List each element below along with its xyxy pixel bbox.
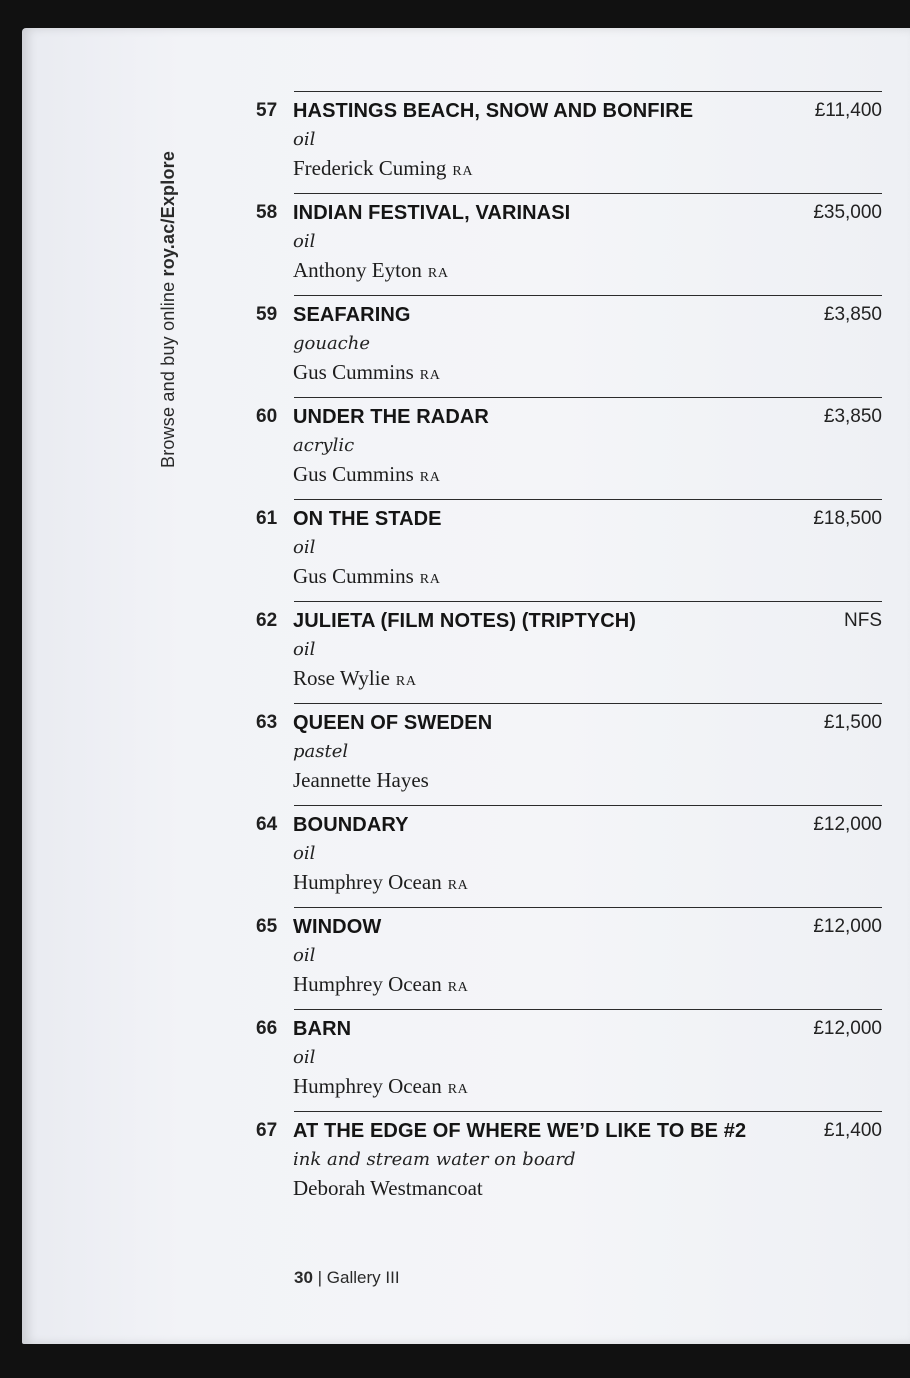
entry-divider [294, 703, 882, 704]
entry-divider [294, 193, 882, 194]
artist-suffix: RA [419, 470, 441, 485]
artist-name: Gus Cummins [293, 564, 414, 588]
entry-divider [294, 805, 882, 806]
artist-suffix: RA [452, 164, 474, 179]
artist-suffix: RA [447, 1082, 469, 1097]
entry-divider [294, 1009, 882, 1010]
catalogue-entry [256, 91, 882, 193]
artist-name: Rose Wylie [293, 666, 390, 690]
catalogue-entry [256, 703, 882, 805]
entry-artist [293, 156, 473, 181]
entry-artist [293, 972, 468, 997]
artist-suffix: RA [395, 674, 417, 689]
catalogue-entry [256, 907, 882, 1009]
entry-divider [294, 91, 882, 92]
explore-link[interactable]: roy.ac/Explore [158, 150, 178, 277]
entry-artist [293, 462, 440, 487]
entry-medium: oil [293, 129, 316, 150]
artist-suffix: RA [419, 572, 441, 587]
entry-artist [293, 1176, 489, 1201]
entry-price: NFS [844, 610, 882, 631]
entry-price: £11,400 [814, 100, 882, 121]
entry-number: 67 [256, 1120, 278, 1141]
catalogue-entry [256, 805, 882, 907]
entry-price: £1,500 [823, 712, 882, 733]
artist-suffix: RA [447, 980, 469, 995]
entry-number: 59 [256, 304, 278, 325]
entry-divider [294, 601, 882, 602]
entry-medium: oil [293, 1047, 316, 1068]
entry-medium: pastel [293, 741, 349, 762]
entry-title: BARN [293, 1018, 352, 1040]
catalogue-entry [256, 601, 882, 703]
entry-number: 66 [256, 1018, 278, 1039]
entry-number: 63 [256, 712, 278, 733]
artist-name: Humphrey Ocean [293, 870, 442, 894]
catalogue-entry [256, 397, 882, 499]
page-number: 30 [294, 1268, 313, 1287]
catalogue-entry [256, 1009, 882, 1111]
browse-online-text: Browse and buy online [158, 276, 178, 468]
entry-price: £12,000 [813, 1018, 882, 1039]
entry-title: QUEEN OF SWEDEN [293, 712, 493, 734]
entry-title: UNDER THE RADAR [293, 406, 489, 428]
entry-artist [293, 1074, 468, 1099]
entry-artist [293, 258, 449, 283]
entry-medium: oil [293, 639, 316, 660]
entry-divider [294, 397, 882, 398]
catalogue-entry [256, 499, 882, 601]
entry-price: £12,000 [813, 916, 882, 937]
gallery-name: Gallery III [326, 1268, 400, 1287]
artist-suffix: RA [419, 368, 441, 383]
entry-price: £12,000 [813, 814, 882, 835]
entry-medium: gouache [293, 333, 371, 354]
entry-price: £3,850 [823, 304, 882, 325]
entry-divider [294, 295, 882, 296]
entry-artist [293, 360, 440, 385]
artist-suffix: RA [427, 266, 449, 281]
entry-title: JULIETA (FILM NOTES) (TRIPTYCH) [293, 610, 637, 632]
entry-price: £18,500 [813, 508, 882, 529]
entry-title: HASTINGS BEACH, SNOW AND BONFIRE [293, 100, 694, 122]
entry-number: 62 [256, 610, 278, 631]
artist-name: Gus Cummins [293, 360, 414, 384]
entry-artist [293, 870, 468, 895]
entry-title: AT THE EDGE OF WHERE WE’D LIKE TO BE #2 [293, 1120, 747, 1142]
entry-divider [294, 907, 882, 908]
entry-artist [293, 564, 440, 589]
entry-title: WINDOW [293, 916, 382, 938]
footer-separator: | [312, 1268, 327, 1287]
entry-number: 60 [256, 406, 278, 427]
artist-name: Humphrey Ocean [293, 1074, 442, 1098]
entry-divider [294, 1111, 882, 1112]
entry-artist [293, 666, 417, 691]
browse-online-note [158, 151, 179, 468]
entry-medium: oil [293, 537, 316, 558]
entry-title: BOUNDARY [293, 814, 409, 836]
entry-number: 64 [256, 814, 278, 835]
artist-name: Anthony Eyton [293, 258, 422, 282]
entry-medium: acrylic [293, 435, 355, 456]
entry-price: £3,850 [823, 406, 882, 427]
artist-name: Jeannette Hayes [293, 768, 429, 792]
artist-name: Humphrey Ocean [293, 972, 442, 996]
entry-title: INDIAN FESTIVAL, VARINASI [293, 202, 571, 224]
artist-name: Deborah Westmancoat [293, 1176, 483, 1200]
entry-price: £35,000 [813, 202, 882, 223]
entry-number: 57 [256, 100, 278, 121]
entry-medium: oil [293, 231, 316, 252]
catalogue-entry [256, 295, 882, 397]
catalogue-entry [256, 193, 882, 295]
entry-price: £1,400 [823, 1120, 882, 1141]
page-footer [294, 1268, 400, 1288]
entry-title: SEAFARING [293, 304, 411, 326]
artist-name: Gus Cummins [293, 462, 414, 486]
entry-medium: ink and stream water on board [293, 1149, 576, 1170]
entry-number: 61 [256, 508, 278, 529]
entry-number: 58 [256, 202, 278, 223]
entry-divider [294, 499, 882, 500]
entry-number: 65 [256, 916, 278, 937]
artist-suffix: RA [447, 878, 469, 893]
catalogue-entry [256, 1111, 882, 1213]
entry-title: ON THE STADE [293, 508, 442, 530]
entry-artist [293, 768, 435, 793]
entry-medium: oil [293, 843, 316, 864]
artist-name: Frederick Cuming [293, 156, 447, 180]
entry-medium: oil [293, 945, 316, 966]
